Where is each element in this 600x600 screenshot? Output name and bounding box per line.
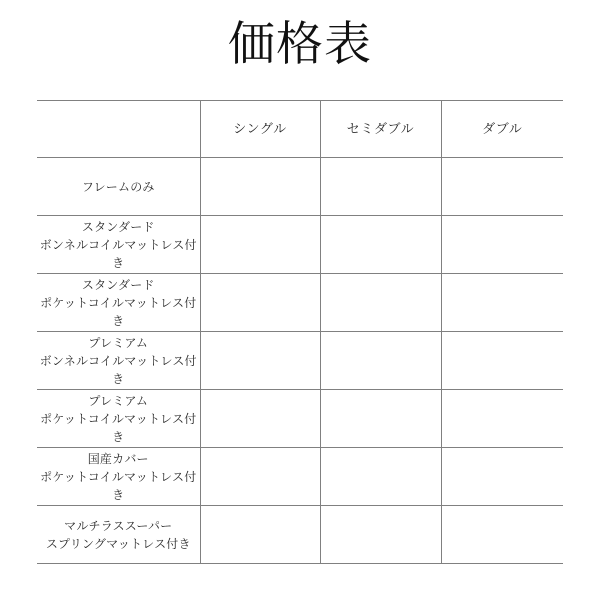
row-label <box>37 276 200 330</box>
price-cell-double-value <box>442 448 564 505</box>
price-cell-double-value <box>442 506 564 563</box>
row-label-line2: ポケットコイルマットレス付き <box>40 469 197 502</box>
row-label-cell <box>37 216 200 274</box>
price-cell-semi-double-value <box>321 448 441 505</box>
price-cell-double <box>441 332 563 390</box>
price-cell-double <box>441 390 563 448</box>
price-cell-single-value <box>201 332 320 389</box>
price-cell-semi-double <box>320 390 441 448</box>
price-table-body <box>37 158 563 564</box>
page-title-container <box>0 16 600 74</box>
price-cell-semi-double-value <box>321 332 441 389</box>
row-label-line2: ボンネルコイルマットレス付き <box>39 353 197 386</box>
price-cell-semi-double <box>320 448 441 506</box>
row-label-cell <box>37 158 200 216</box>
row-label-cell <box>37 448 200 506</box>
row-label-line2: スプリングマットレス付き <box>45 536 191 551</box>
column-header-double-label: ダブル <box>482 121 523 136</box>
table-row <box>37 390 563 448</box>
row-label-line1: フレームのみ <box>81 179 155 194</box>
table-header-row <box>37 101 563 158</box>
table-row <box>37 216 563 274</box>
price-cell-single-value <box>201 274 320 331</box>
price-cell-single <box>200 506 320 564</box>
row-label-cell <box>37 390 200 448</box>
price-cell-single-value <box>201 216 320 273</box>
price-cell-semi-double-value <box>321 506 441 563</box>
price-cell-single-value <box>201 448 320 505</box>
price-cell-single <box>200 448 320 506</box>
row-label-line2: ポケットコイルマットレス付き <box>40 295 197 328</box>
price-cell-double-value <box>442 158 564 215</box>
price-cell-double-value <box>442 216 564 273</box>
row-label <box>37 334 200 388</box>
price-cell-double-value <box>442 390 564 447</box>
price-cell-semi-double <box>320 158 441 216</box>
row-label-line1: プレミアム <box>88 393 149 408</box>
table-row <box>37 448 563 506</box>
column-header-semi-double <box>320 101 441 158</box>
price-cell-semi-double <box>320 216 441 274</box>
column-header-single <box>200 101 320 158</box>
price-cell-single <box>200 216 320 274</box>
row-label-cell <box>37 332 200 390</box>
price-cell-single <box>200 332 320 390</box>
price-cell-single <box>200 158 320 216</box>
price-cell-double-value <box>442 274 564 331</box>
row-label-line2: ポケットコイルマットレス付き <box>40 411 197 444</box>
price-cell-double <box>441 158 563 216</box>
price-cell-semi-double-value <box>321 216 441 273</box>
page-title: 価格表 <box>228 19 372 71</box>
price-cell-semi-double-value <box>321 274 441 331</box>
price-table <box>37 100 563 564</box>
row-label-line1: スタンダード <box>81 277 155 292</box>
table-row <box>37 506 563 564</box>
row-label-cell <box>37 506 200 564</box>
row-label <box>37 517 200 553</box>
row-label <box>37 218 200 272</box>
price-cell-double <box>441 506 563 564</box>
price-cell-single-value <box>201 390 320 447</box>
row-label-cell <box>37 274 200 332</box>
row-label <box>37 450 200 504</box>
price-cell-semi-double <box>320 274 441 332</box>
price-cell-single <box>200 274 320 332</box>
row-label <box>37 178 200 196</box>
table-row <box>37 274 563 332</box>
column-header-single-label: シングル <box>233 121 287 136</box>
table-row <box>37 158 563 216</box>
price-cell-single-value <box>201 506 320 563</box>
price-table-container <box>37 100 563 564</box>
column-header-double <box>441 101 563 158</box>
price-cell-double <box>441 274 563 332</box>
price-cell-semi-double <box>320 332 441 390</box>
price-cell-semi-double-value <box>321 390 441 447</box>
table-corner-cell <box>37 101 200 158</box>
price-cell-semi-double <box>320 506 441 564</box>
price-cell-double-value <box>442 332 564 389</box>
price-cell-double <box>441 216 563 274</box>
row-label-line1: 国産カバー <box>87 451 149 466</box>
row-label-line1: スタンダード <box>81 219 155 234</box>
price-cell-double <box>441 448 563 506</box>
row-label <box>37 392 200 446</box>
price-cell-single <box>200 390 320 448</box>
row-label-line2: ボンネルコイルマットレス付き <box>39 237 197 270</box>
price-cell-single-value <box>201 158 320 215</box>
column-header-semi-double-label: セミダブル <box>346 121 415 136</box>
table-row <box>37 332 563 390</box>
row-label-line1: プレミアム <box>88 335 149 350</box>
row-label-line1: マルチラススーパー <box>64 518 173 533</box>
price-cell-semi-double-value <box>321 158 441 215</box>
price-table-header <box>37 101 563 158</box>
